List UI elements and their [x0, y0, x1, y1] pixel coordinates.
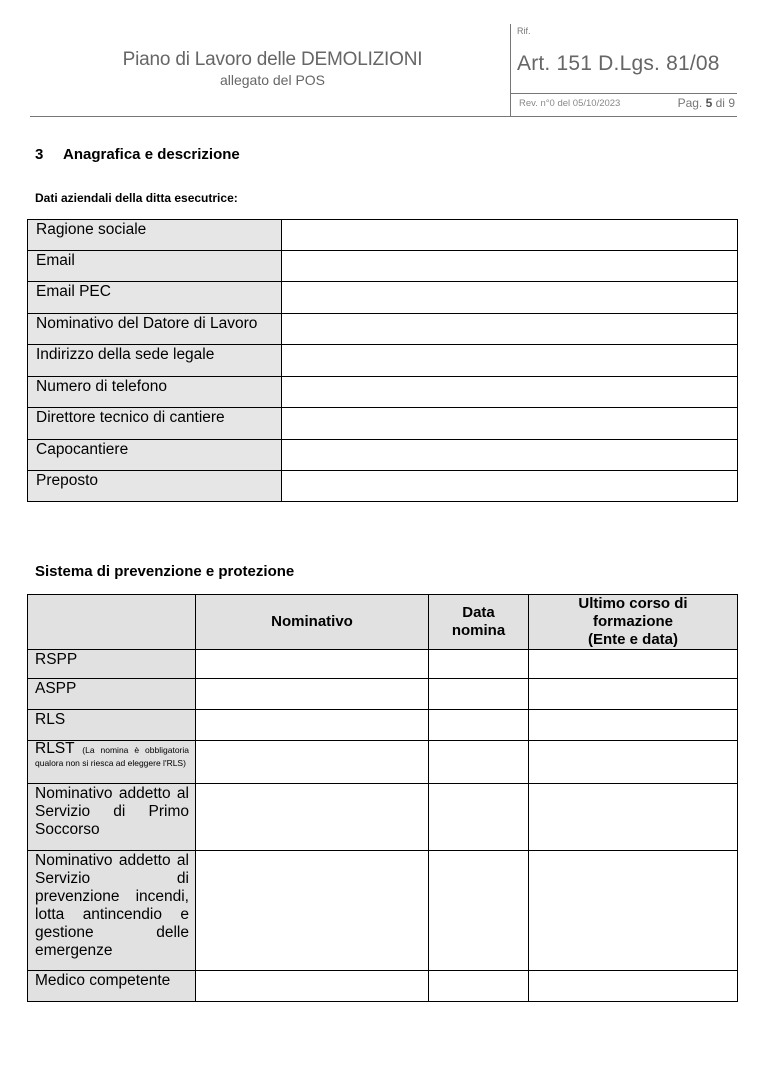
ragione-sociale-field[interactable] [282, 220, 738, 251]
table-row [28, 440, 738, 471]
data-nomina-cell[interactable] [429, 741, 529, 784]
nominativo-cell[interactable] [196, 851, 429, 971]
ultimo-corso-cell[interactable] [529, 679, 738, 710]
page-prefix: Pag. [677, 96, 703, 110]
data-nomina-cell[interactable] [429, 710, 529, 741]
ultimo-corso-cell[interactable] [529, 851, 738, 971]
ultimo-corso-cell[interactable] [529, 650, 738, 679]
document-subtitle: allegato del POS [219, 72, 326, 88]
prevention-system-heading: Sistema di prevenzione e protezione [35, 563, 295, 580]
section-title: Anagrafica e descrizione [63, 146, 240, 163]
table-row [28, 471, 738, 502]
header-line: formazione [592, 613, 673, 630]
row-label: Indirizzo della sede legale [28, 345, 282, 377]
data-nomina-cell[interactable] [429, 971, 529, 1002]
page-indicator [678, 96, 735, 110]
row-label: Ragione sociale [28, 220, 282, 251]
rlst-label: RLST [35, 740, 75, 757]
header-line: Data [462, 604, 495, 621]
table-row [28, 971, 738, 1002]
section-number: 3 [35, 146, 44, 163]
row-label: Numero di telefono [28, 377, 282, 408]
row-label: ASPP [28, 679, 196, 710]
nominativo-cell[interactable] [196, 741, 429, 784]
table-header-row [28, 595, 738, 650]
nominativo-cell[interactable] [196, 710, 429, 741]
email-pec-field[interactable] [282, 282, 738, 314]
data-nomina-cell[interactable] [429, 784, 529, 851]
nominativo-cell[interactable] [196, 679, 429, 710]
table-row [28, 851, 738, 971]
nominativo-cell[interactable] [196, 650, 429, 679]
row-label [28, 741, 196, 784]
header-line: Ultimo corso di [578, 595, 688, 612]
column-header-nominativo: Nominativo [196, 595, 429, 650]
row-label: Nominativo addetto al Servizio di prevenzione incendi, lotta antincendio e gestione delle emergenze [28, 851, 196, 971]
row-label: Nominativo del Datore di Lavoro [28, 314, 282, 345]
row-label: Medico competente [28, 971, 196, 1002]
revision-info: Rev. n°0 del 05/10/2023 [519, 98, 621, 109]
data-nomina-cell[interactable] [429, 679, 529, 710]
email-field[interactable] [282, 251, 738, 282]
row-label: RSPP [28, 650, 196, 679]
table-row [28, 220, 738, 251]
ultimo-corso-cell[interactable] [529, 710, 738, 741]
capocantiere-field[interactable] [282, 440, 738, 471]
header-divider-middle [510, 93, 737, 94]
table-row [28, 679, 738, 710]
data-nomina-cell[interactable] [429, 650, 529, 679]
data-nomina-cell[interactable] [429, 851, 529, 971]
header-divider-bottom [30, 116, 737, 117]
table-row [28, 784, 738, 851]
preposto-field[interactable] [282, 471, 738, 502]
ultimo-corso-cell[interactable] [529, 741, 738, 784]
header-line: (Ente e data) [587, 631, 678, 648]
company-data-heading: Dati aziendali della ditta esecutrice: [35, 191, 238, 205]
column-header-ultimo-corso [529, 595, 738, 650]
page-current: 5 [705, 96, 713, 110]
column-header-role [28, 595, 196, 650]
table-row [28, 282, 738, 314]
row-label: Direttore tecnico di cantiere [28, 408, 282, 440]
reference-label: Rif. [517, 26, 531, 36]
header-divider-vertical [510, 24, 511, 117]
table-row [28, 650, 738, 679]
legal-reference: Art. 151 D.Lgs. 81/08 [517, 52, 720, 75]
row-label: Preposto [28, 471, 282, 502]
company-data-table [27, 219, 738, 502]
ultimo-corso-cell[interactable] [529, 784, 738, 851]
table-row [28, 251, 738, 282]
row-label: RLS [28, 710, 196, 741]
row-label: Capocantiere [28, 440, 282, 471]
datore-lavoro-field[interactable] [282, 314, 738, 345]
direttore-tecnico-field[interactable] [282, 408, 738, 440]
header-line: nomina [451, 622, 506, 639]
table-row [28, 408, 738, 440]
page-sep: di [715, 96, 725, 110]
table-row [28, 345, 738, 377]
table-row [28, 741, 738, 784]
sede-legale-field[interactable] [282, 345, 738, 377]
row-label: Email PEC [28, 282, 282, 314]
document-title: Piano di Lavoro delle DEMOLIZIONI [122, 49, 423, 70]
nominativo-cell[interactable] [196, 971, 429, 1002]
rlst-note: (La nomina è obbligatoria qualora non si riesca ad eleggere l'RLS) [35, 745, 189, 768]
row-label: Nominativo addetto al Servizio di Primo Soccorso [28, 784, 196, 851]
row-label: Email [28, 251, 282, 282]
column-header-data-nomina [429, 595, 529, 650]
ultimo-corso-cell[interactable] [529, 971, 738, 1002]
nominativo-cell[interactable] [196, 784, 429, 851]
prevention-system-table [27, 594, 738, 1002]
telefono-field[interactable] [282, 377, 738, 408]
table-row [28, 710, 738, 741]
page-total: 9 [728, 96, 735, 110]
table-row [28, 314, 738, 345]
table-row [28, 377, 738, 408]
section-heading [35, 146, 240, 163]
